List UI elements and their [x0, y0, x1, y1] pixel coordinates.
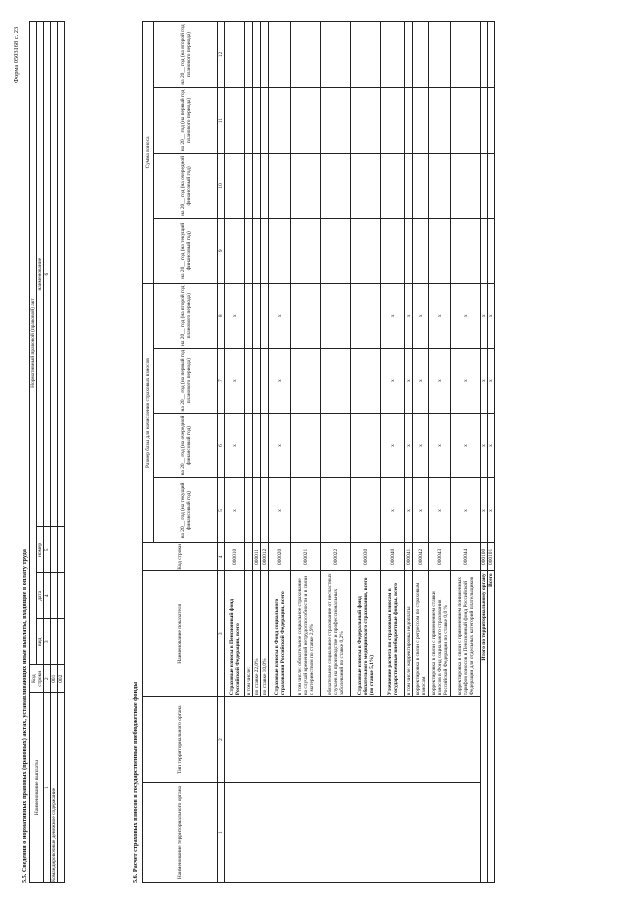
x-mark	[253, 413, 261, 478]
row-code: 000044	[451, 543, 481, 571]
x-mark: х	[451, 413, 481, 478]
h-org-type: Тип территориального органа	[143, 697, 218, 783]
h-period: на 20__ год (на второй год планового периода)	[154, 283, 218, 348]
section-5-5-title: 5.5. Сведения о нормативных правовых (правовых) актах, устанавливающих иные выплаты, входящие в оплату труда	[21, 549, 28, 883]
x-mark: х	[451, 478, 481, 543]
sum-cell	[245, 153, 253, 218]
x-mark	[245, 348, 253, 413]
row-code: 000020	[269, 543, 291, 571]
x-mark: х	[451, 283, 481, 348]
x-mark: х	[269, 478, 291, 543]
sum-cell	[253, 153, 261, 218]
sum-cell	[253, 88, 261, 154]
sum-cell	[451, 153, 481, 218]
sum-cell	[269, 153, 291, 218]
row-label: Страховые взносы в Фонд социального страхования Российской Федерации, всего	[269, 571, 291, 697]
colnum: 2	[218, 697, 225, 783]
sum-cell	[488, 153, 495, 218]
sum-cell	[351, 218, 381, 283]
sum-cell	[429, 218, 451, 283]
sum-cell	[261, 88, 269, 154]
row-label: Страховые взносы в Федеральный фонд обязательного медицинского страхования, всего (по ставке 5,1%)	[351, 571, 381, 697]
sum-cell	[225, 218, 245, 283]
colnum: 10	[218, 153, 225, 218]
h-num: номер	[37, 527, 44, 573]
colnum: 1	[218, 783, 225, 883]
sum-cell	[381, 88, 405, 154]
x-mark	[253, 348, 261, 413]
total-org-code: 000100	[481, 543, 488, 571]
x-mark: х	[381, 478, 405, 543]
h-code-2: строки	[36, 670, 43, 687]
x-mark: х	[429, 283, 451, 348]
row1-code: 001	[51, 665, 58, 693]
sum-cell	[481, 218, 488, 283]
sum-cell	[451, 22, 481, 88]
sum-cell	[321, 22, 351, 88]
sum-cell	[351, 153, 381, 218]
x-mark	[253, 478, 261, 543]
colnum: 12	[218, 22, 225, 88]
h-vid: вид	[37, 619, 44, 665]
h-period: на 20__ год (на текущий финансовый год)	[154, 218, 218, 283]
sum-cell	[321, 153, 351, 218]
form-label: Форма 0503168 с. 23	[13, 26, 20, 83]
row1-name: Командировочные денежное содержание	[51, 693, 58, 883]
h-org-name: Наименование территориального органа	[143, 783, 218, 883]
h-period: на 20__ год (на второй год планового периода)	[154, 22, 218, 88]
x-mark	[351, 478, 381, 543]
x-mark	[261, 413, 269, 478]
sum-cell	[481, 153, 488, 218]
x-mark: х	[488, 413, 495, 478]
x-mark	[291, 348, 321, 413]
x-mark: х	[451, 348, 481, 413]
row-code: 000041	[405, 543, 413, 571]
sum-cell	[269, 22, 291, 88]
row-label: корректировка в связи с применением ставки взносов в Фонд социального страхования Российской Федерации по ставке 0,0 %	[429, 571, 451, 697]
x-mark: х	[225, 413, 245, 478]
colnum: 4	[218, 543, 225, 571]
x-mark: х	[269, 348, 291, 413]
x-mark: х	[429, 478, 451, 543]
sum-cell	[405, 218, 413, 283]
x-mark	[351, 348, 381, 413]
h-date: дата	[37, 573, 44, 619]
row-code: 000022	[321, 543, 351, 571]
row-label: Уточнение расчета по страховым взносам в государственные внебюджетные фонды, всего	[381, 571, 405, 697]
sum-cell	[269, 218, 291, 283]
colnum: 6	[218, 413, 225, 478]
sum-cell	[351, 88, 381, 154]
h-period: на 20__ год (на очередной финансовый год)	[154, 153, 218, 218]
sum-cell	[261, 22, 269, 88]
x-mark	[261, 478, 269, 543]
x-mark: х	[413, 478, 429, 543]
sum-cell	[413, 218, 429, 283]
sum-cell	[429, 88, 451, 154]
colnum: 3	[44, 619, 51, 665]
sum-cell	[245, 22, 253, 88]
x-mark	[321, 478, 351, 543]
colnum: 4	[44, 573, 51, 619]
colnum: 3	[218, 571, 225, 697]
colnum: 5	[218, 478, 225, 543]
x-mark	[245, 283, 253, 348]
section-5-6-title: 5.6. Расчет страховых взносов в государственные внебюджетные фонды	[132, 681, 139, 883]
x-mark: х	[488, 348, 495, 413]
sum-cell	[429, 153, 451, 218]
row-code: 000021	[291, 543, 321, 571]
section-5-5-table	[29, 21, 65, 883]
x-mark: х	[381, 283, 405, 348]
h-code: Код строки	[143, 543, 218, 571]
colnum: 1	[44, 693, 51, 883]
sum-cell	[413, 22, 429, 88]
colnum: 6	[44, 22, 51, 527]
x-mark: х	[413, 413, 429, 478]
org-type-cell	[225, 697, 481, 783]
x-mark: х	[405, 413, 413, 478]
h-code-wrap	[30, 665, 44, 693]
x-mark: х	[225, 478, 245, 543]
x-mark: х	[481, 348, 488, 413]
x-mark: х	[488, 283, 495, 348]
sum-cell	[351, 22, 381, 88]
x-mark: х	[488, 478, 495, 543]
x-mark: х	[269, 413, 291, 478]
total-org-label: Итого по территориальному органу	[481, 571, 488, 883]
x-mark: х	[481, 478, 488, 543]
x-mark	[261, 348, 269, 413]
x-mark	[245, 478, 253, 543]
sum-cell	[291, 153, 321, 218]
row-code: 000042	[413, 543, 429, 571]
total-row	[488, 22, 495, 883]
h-payment-name: Наименование выплаты	[30, 693, 44, 883]
sum-cell	[225, 153, 245, 218]
x-mark	[261, 283, 269, 348]
row2-code: 002	[58, 665, 65, 693]
sum-cell	[413, 153, 429, 218]
sum-cell	[245, 218, 253, 283]
colnum: 11	[218, 88, 225, 154]
sum-cell	[488, 22, 495, 88]
sum-cell	[405, 153, 413, 218]
sum-cell	[291, 218, 321, 283]
x-mark: х	[381, 413, 405, 478]
x-mark	[291, 283, 321, 348]
x-mark	[253, 283, 261, 348]
x-mark	[245, 413, 253, 478]
row-label: в том числе:	[245, 571, 253, 697]
sum-cell	[253, 218, 261, 283]
sum-cell	[381, 153, 405, 218]
sum-cell	[261, 153, 269, 218]
x-mark	[351, 413, 381, 478]
row-label: по ставке 22,0%	[253, 571, 261, 697]
row-label: по ставке 10,0%	[261, 571, 269, 697]
row-code: 000012	[261, 543, 269, 571]
sum-cell	[451, 88, 481, 154]
sum-cell	[429, 22, 451, 88]
sum-cell	[481, 88, 488, 154]
x-mark	[291, 478, 321, 543]
sum-cell	[481, 22, 488, 88]
x-mark	[321, 348, 351, 413]
table-row	[225, 22, 245, 883]
total-code: 000101	[488, 543, 495, 571]
h-naim: наименование	[37, 22, 44, 527]
x-mark: х	[381, 348, 405, 413]
row-label: в том числе: корректировка недоплаты	[405, 571, 413, 697]
total-label: Всего	[488, 571, 495, 883]
colnum: 8	[218, 283, 225, 348]
x-mark: х	[405, 348, 413, 413]
sum-cell	[381, 218, 405, 283]
row-code: 000040	[381, 543, 405, 571]
row-label: Страховые взносы в Пенсионный фонд Российской Федерации, всего	[225, 571, 245, 697]
h-sum: Сумма взноса	[143, 22, 154, 284]
x-mark: х	[269, 283, 291, 348]
colnum: 2	[44, 665, 51, 693]
sum-cell	[225, 88, 245, 154]
colnum: 7	[218, 348, 225, 413]
h-period: на 20__ год (на очередной финансовый год)	[154, 413, 218, 478]
x-mark: х	[413, 283, 429, 348]
x-mark: х	[225, 283, 245, 348]
row-code: 000043	[429, 543, 451, 571]
h-base: Размер базы для начисления страховых взносов	[143, 283, 154, 543]
sum-cell	[451, 218, 481, 283]
org-name-cell	[225, 783, 481, 883]
h-act: Нормативный правовой (правовой) акт	[30, 22, 37, 665]
x-mark: х	[225, 348, 245, 413]
sum-cell	[488, 88, 495, 154]
row-code: 000011	[253, 543, 261, 571]
sum-cell	[381, 22, 405, 88]
row-label: корректировка в связи с применением пониженных тарифов взносов в Пенсионный фонд Российской Федерации для отдельных категорий плательщиков	[451, 571, 481, 697]
section-5-6-table	[142, 21, 495, 883]
h-period: на 20__ год (на первый год планового периода)	[154, 88, 218, 154]
h-period: на 20__ год (на первый год планового периода)	[154, 348, 218, 413]
sum-cell	[488, 218, 495, 283]
sum-cell	[291, 88, 321, 154]
x-mark: х	[429, 348, 451, 413]
sum-cell	[405, 88, 413, 154]
row-label: обязательное социальное страхование от несчастных случаев на производстве и профессиональных заболеваний по ставке 0,2%	[321, 571, 351, 697]
x-mark: х	[481, 283, 488, 348]
sum-cell	[245, 88, 253, 154]
x-mark: х	[405, 478, 413, 543]
sum-cell	[405, 22, 413, 88]
sum-cell	[253, 22, 261, 88]
sum-cell	[321, 218, 351, 283]
x-mark: х	[405, 283, 413, 348]
x-mark: х	[481, 413, 488, 478]
row-code: 000010	[225, 543, 245, 571]
sum-cell	[413, 88, 429, 154]
sum-cell	[291, 22, 321, 88]
total-org-row	[481, 22, 488, 883]
x-mark	[351, 283, 381, 348]
row-label: корректировка в связи с регрессом по страховым взносам	[413, 571, 429, 697]
x-mark: х	[413, 348, 429, 413]
sum-cell	[269, 88, 291, 154]
h-period: на 20__ год (на текущий финансовый год)	[154, 478, 218, 543]
row-label: в том числе: обязательное социальное страхование на случай временной нетрудоспособности и в связи с материнством по ставке 2,9%	[291, 571, 321, 697]
x-mark	[291, 413, 321, 478]
h-code: Код	[30, 674, 37, 684]
x-mark: х	[429, 413, 451, 478]
h-indicator: Наименование показателя	[143, 571, 218, 697]
colnum: 9	[218, 218, 225, 283]
row-code: 000030	[351, 543, 381, 571]
sum-cell	[261, 218, 269, 283]
colnum: 5	[44, 527, 51, 573]
sum-cell	[321, 88, 351, 154]
sum-cell	[225, 22, 245, 88]
x-mark	[321, 413, 351, 478]
row-code	[245, 543, 253, 571]
x-mark	[321, 283, 351, 348]
